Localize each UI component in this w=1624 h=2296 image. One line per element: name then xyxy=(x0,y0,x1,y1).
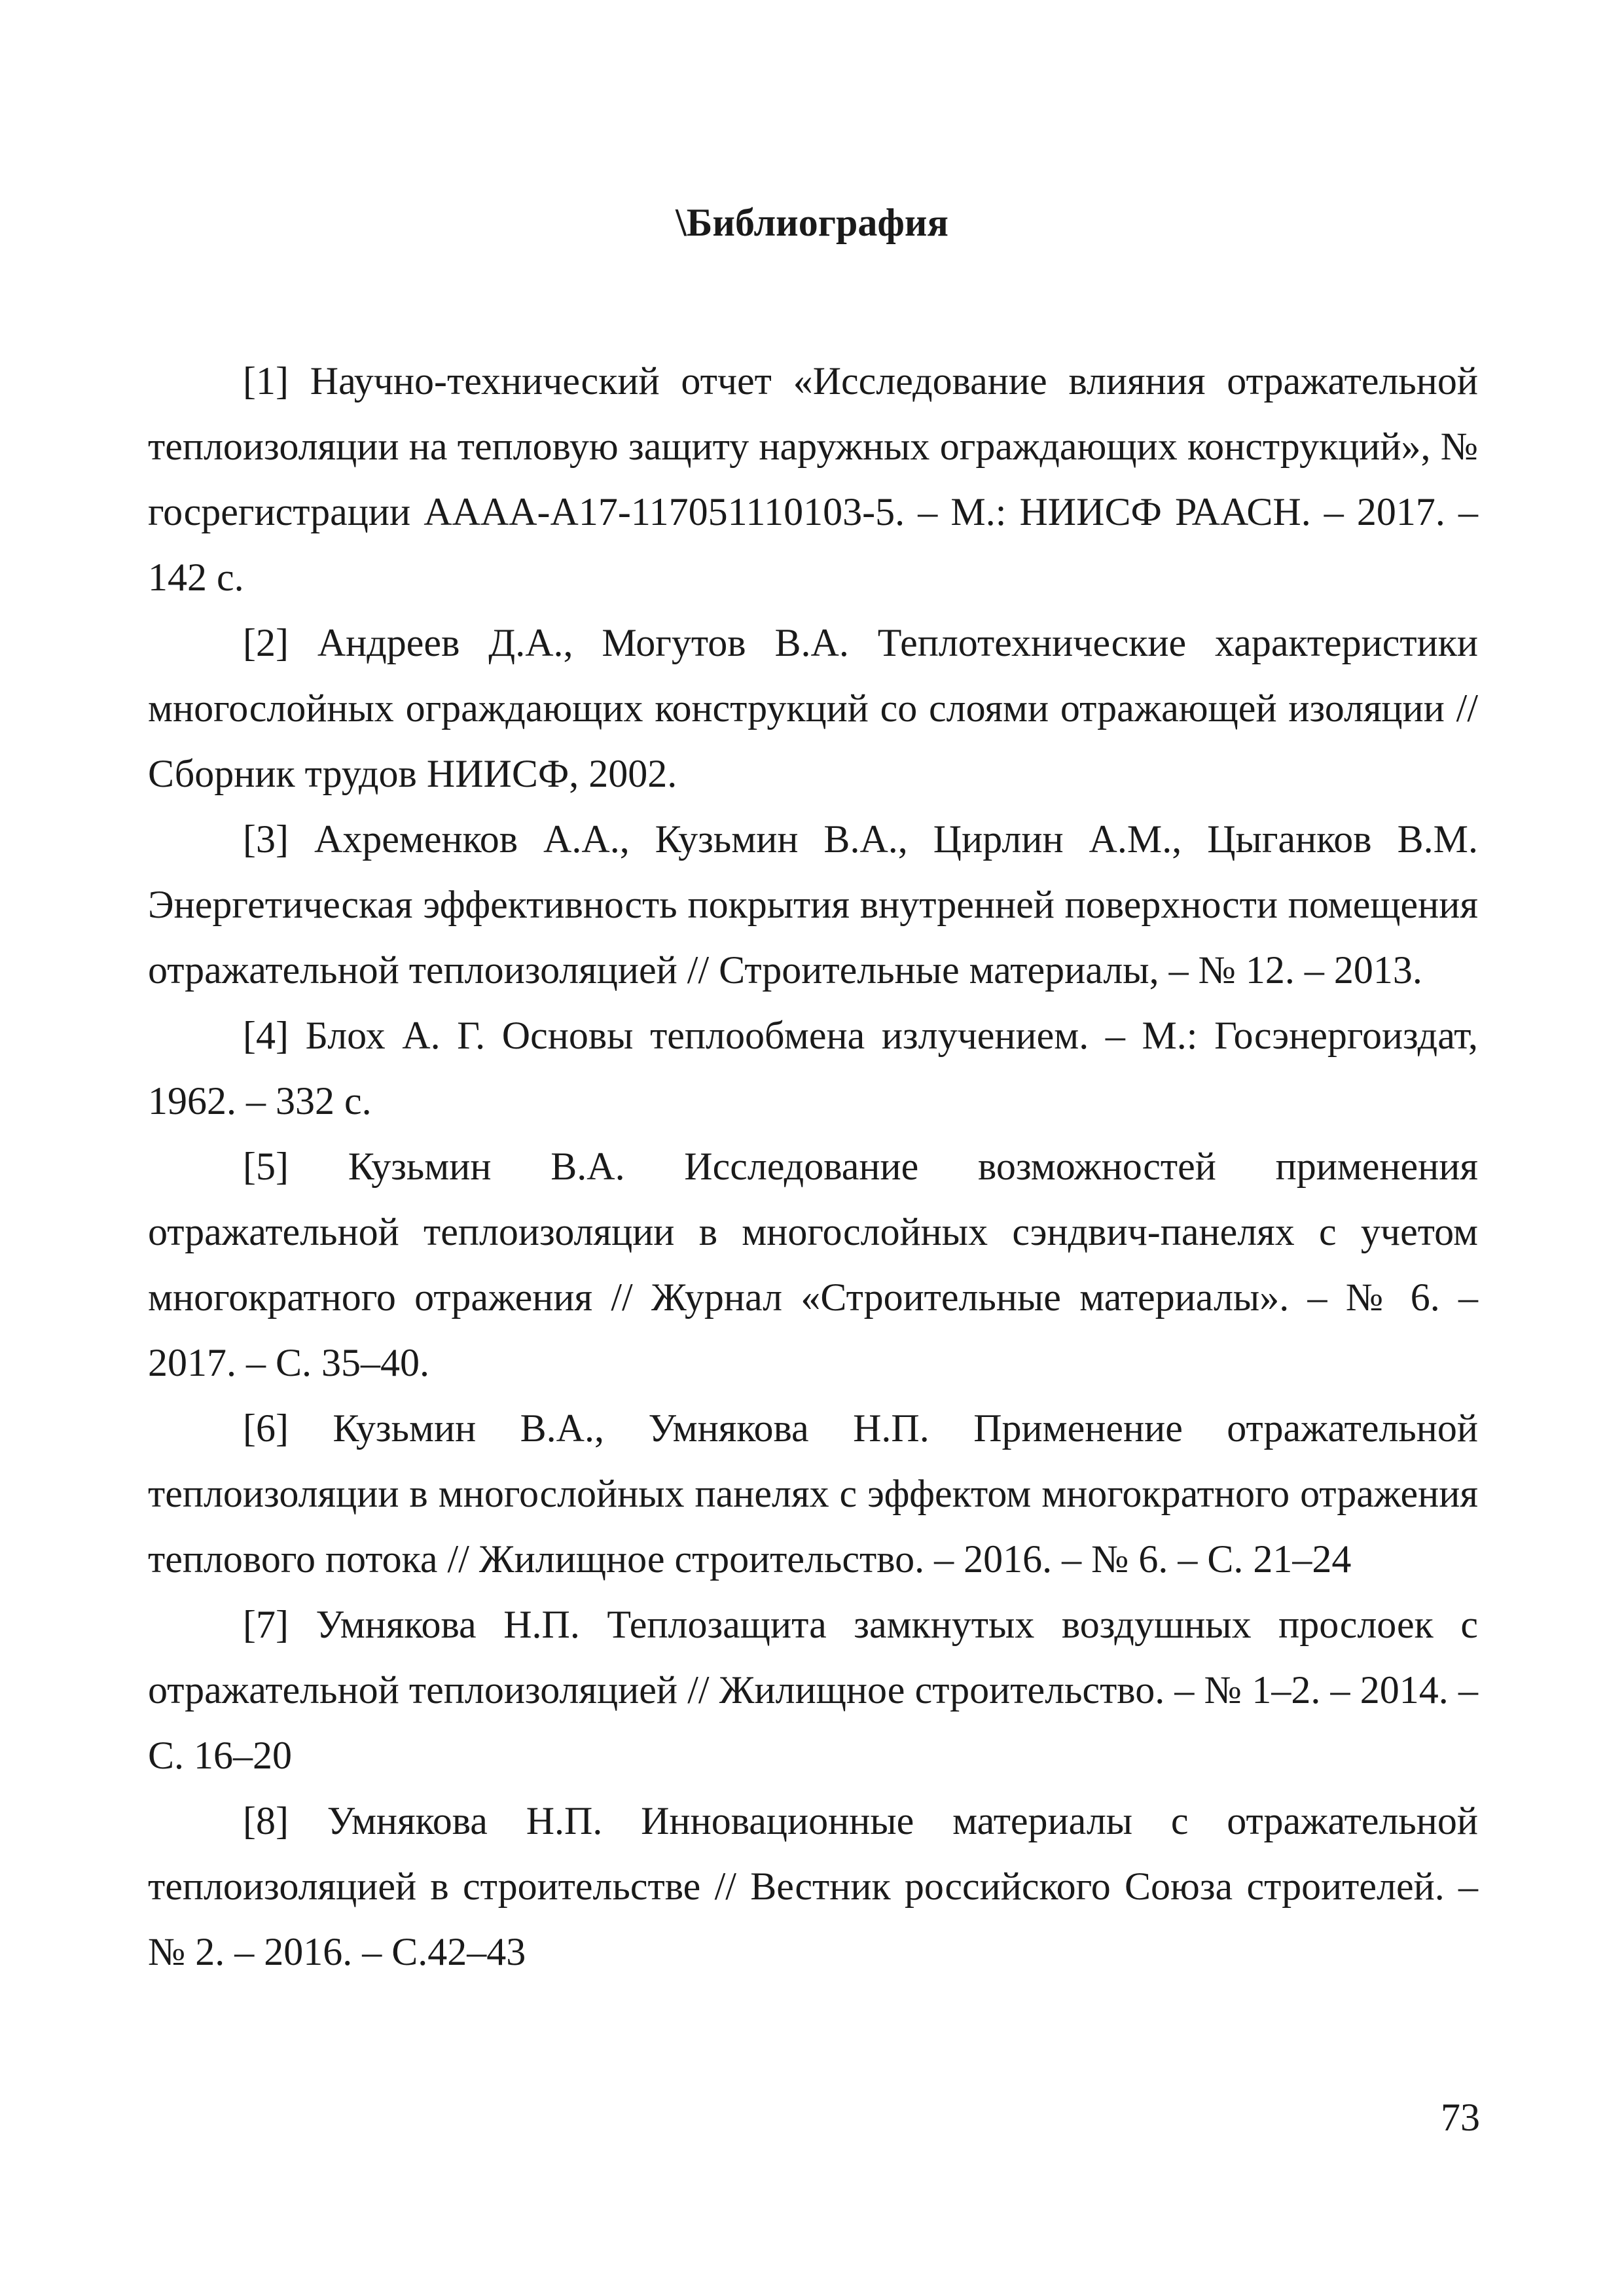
reference-item-6: [6] Кузьмин В.А., Умнякова Н.П. Применение отражательной теплоизоляции в многослойных панелях с эффектом многократного отражения теплового потока // Жилищное строительство. – 2016. – № 6. – С. 21–24 xyxy=(148,1407,1478,1581)
reference-item-3: [3] Ахременков А.А., Кузьмин В.А., Цирлин А.М., Цыганков В.М. Энергетическая эффективность покрытия внутренней поверхности помещения отражательной теплоизоляцией // Строительные материалы, – № 12. – 2013. xyxy=(148,817,1478,992)
reference-item-7: [7] Умнякова Н.П. Теплозащита замкнутых воздушных прослоек с отражательной теплоизоляцией // Жилищное строительство. – № 1–2. – 2014. – С. 16–20 xyxy=(148,1603,1478,1777)
reference-list xyxy=(148,348,1478,1984)
reference-item-1: [1] Научно-технический отчет «Исследование влияния отражательной теплоизоляции на тепловую защиту наружных ограждающих конструкций», № госрегистрации АААА-А17-117051110103-5. – М.: НИИСФ РААСН. – 2017. – 142 с. xyxy=(148,359,1478,599)
reference-item-5: [5] Кузьмин В.А. Исследование возможностей применения отражательной теплоизоляции в многослойных сэндвич-панелях с учетом многократного отражения // Журнал «Строительные материалы». – № 6. – 2017. – С. 35–40. xyxy=(148,1145,1478,1384)
page-number: 73 xyxy=(1441,2096,1480,2139)
reference-item-2: [2] Андреев Д.А., Могутов В.А. Теплотехнические характеристики многослойных ограждающих конструкций со слоями отражающей изоляции // Сборник трудов НИИСФ, 2002. xyxy=(148,621,1478,795)
reference-item-8: [8] Умнякова Н.П. Инновационные материалы с отражательной теплоизоляцией в строительстве // Вестник российского Союза строителей. – № 2. – 2016. – С.42–43 xyxy=(148,1799,1478,1973)
reference-item-4: [4] Блох А. Г. Основы теплообмена излучением. – М.: Госэнергоиздат, 1962. – 332 с. xyxy=(148,1014,1478,1122)
page-title: \Библиография xyxy=(676,201,948,244)
